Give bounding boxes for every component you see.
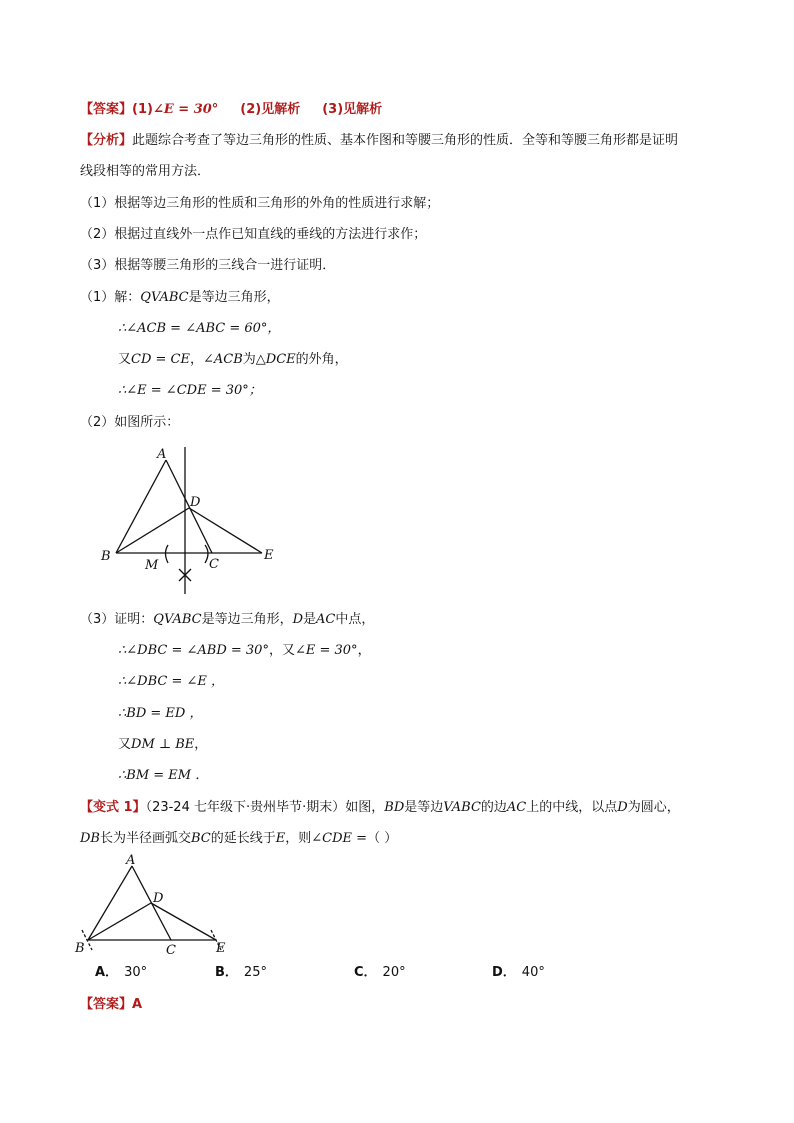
option-b <box>215 963 267 983</box>
s3s4-math: DM ⊥ BE <box>131 737 195 752</box>
analysis-text1: 此题综合考查了等边三角形的性质、基本作图和等腰三角形的性质．全等和等腰三角形都是证明 <box>132 133 679 148</box>
analysis-tag: 【分析】 <box>80 133 133 148</box>
solution1-step1: ∴∠ACB = ∠ABC = 60°， <box>118 321 281 336</box>
solution1-step3: ∴∠E = ∠CDE = 30°； <box>118 383 262 398</box>
s2-text-b: ， <box>189 352 203 367</box>
s3s1-math: ∴∠DBC = ∠ABD = 30° <box>118 643 269 658</box>
s3s1-text: ，又 <box>268 643 295 658</box>
solution3-step2: ∴∠DBC = ∠E ， <box>118 674 224 689</box>
solution3-step5: ∴BM = EM ． <box>118 768 209 783</box>
answer2-value: A <box>132 997 143 1012</box>
s3s4-text-b: ， <box>194 737 208 752</box>
arc-mark-left <box>166 545 169 563</box>
solution2-head: （2）如图所示： <box>80 415 180 430</box>
v-label-e: E <box>216 941 226 956</box>
option-d <box>492 963 545 983</box>
analysis-line2: 线段相等的常用方法． <box>80 164 211 179</box>
label-d: D <box>190 495 201 510</box>
v2-t4: （ ） <box>367 831 398 846</box>
variant-line1 <box>80 798 680 818</box>
s2-text-c: 为 <box>242 352 256 367</box>
v-t2: 的边 <box>480 800 507 815</box>
analysis-item1: （1）根据等边三角形的性质和三角形的外角的性质进行求解； <box>80 196 440 211</box>
variant-tag: 【变式 1】 <box>80 800 146 815</box>
v-m3: AC <box>506 800 527 815</box>
segment-bd <box>116 508 189 553</box>
label-a: A <box>157 447 167 462</box>
v2-m4: ∠CDE = <box>311 831 368 846</box>
label-c: C <box>209 557 219 572</box>
answer-part1: (1) <box>132 102 153 117</box>
solution3-step3: ∴BD = ED ， <box>118 706 203 721</box>
v-label-a: A <box>126 853 136 868</box>
option-a-value: 30° <box>124 965 148 980</box>
segment-ac <box>166 460 212 553</box>
s3s4-text: 又 <box>118 737 132 752</box>
option-a-letter: A． <box>95 965 119 980</box>
v2-t3: ，则 <box>285 831 312 846</box>
s2-math2: ∠ACB <box>203 352 243 367</box>
option-d-value: 40° <box>521 965 545 980</box>
v-label-b: B <box>75 941 85 956</box>
s2-math1: CD = CE <box>131 352 190 367</box>
v-t4: 为圆心， <box>627 800 680 815</box>
analysis-line1 <box>80 131 678 151</box>
answer-part1-math: ∠E = 30° <box>152 102 219 117</box>
variant-source: （23-24 七年级下·贵州毕节·期末）如图， <box>145 800 385 815</box>
s3h-text-d: 中点， <box>335 612 375 627</box>
s3h-math2: D <box>292 612 304 627</box>
variant-line2 <box>80 829 397 849</box>
option-c-value: 20° <box>382 965 406 980</box>
segment-ab <box>116 460 166 553</box>
v-segment-ab <box>88 866 132 940</box>
v2-t1: 长为半径画弧交 <box>99 831 191 846</box>
v2-m3: E <box>275 831 286 846</box>
v-t3: 上的中线，以点 <box>526 800 618 815</box>
solution3-label: （3）证明： <box>80 612 154 627</box>
answer-part3: (3)见解析 <box>322 102 383 117</box>
s3s1-math2: ∠E = 30° <box>294 643 358 658</box>
s2-text-a: 又 <box>118 352 132 367</box>
v2-m2: BC <box>191 831 211 846</box>
solution3-head <box>80 610 374 630</box>
v-m4: D <box>617 800 628 815</box>
label-m: M <box>145 558 159 573</box>
option-c-letter: C． <box>354 965 377 980</box>
solution1-head-math: QVABC <box>140 290 189 305</box>
s2-math3: △DCE <box>255 352 296 367</box>
v-label-c: C <box>166 943 176 958</box>
answer2-tag: 【答案】 <box>80 997 133 1012</box>
answer-line <box>80 100 382 120</box>
v2-t2: 的延长线于 <box>210 831 276 846</box>
answer2-line <box>80 995 142 1015</box>
variant-figure <box>70 852 240 958</box>
v-m1: BD <box>384 800 405 815</box>
v2-m1: DB <box>80 831 100 846</box>
analysis-item3: （3）根据等腰三角形的三线合一进行证明． <box>80 258 336 273</box>
construction-figure <box>95 442 295 602</box>
s3h-math1: QVABC <box>153 612 202 627</box>
v-segment-bd <box>88 903 151 940</box>
v-t1: 是等边 <box>404 800 444 815</box>
option-b-letter: B． <box>215 965 238 980</box>
v-m2: VABC <box>443 800 481 815</box>
label-e: E <box>264 548 274 563</box>
solution1-step2 <box>118 350 348 370</box>
analysis-item2: （2）根据过直线外一点作已知直线的垂线的方法进行求作； <box>80 227 427 242</box>
s2-text-d: 的外角， <box>295 352 348 367</box>
s3h-text-c: 是 <box>303 612 317 627</box>
option-c <box>354 963 406 983</box>
label-b: B <box>101 549 111 564</box>
option-a <box>95 963 147 983</box>
solution3-step1 <box>118 641 371 661</box>
v-label-d: D <box>153 891 164 906</box>
solution1-head-text: 是等边三角形， <box>188 290 280 305</box>
solution1-label: （1）解： <box>80 290 141 305</box>
answer-tag: 【答案】 <box>80 102 133 117</box>
solution3-step4 <box>118 735 207 755</box>
answer-part2: (2)见解析 <box>240 102 301 117</box>
s3h-text-b: 是等边三角形， <box>201 612 293 627</box>
s3h-math3: AC <box>316 612 336 627</box>
solution1-head <box>80 288 280 308</box>
segment-de <box>189 508 262 553</box>
arc-mark-right <box>205 545 208 563</box>
option-d-letter: D． <box>492 965 516 980</box>
option-b-value: 25° <box>243 965 267 980</box>
s3s1-text-c: ， <box>357 643 371 658</box>
